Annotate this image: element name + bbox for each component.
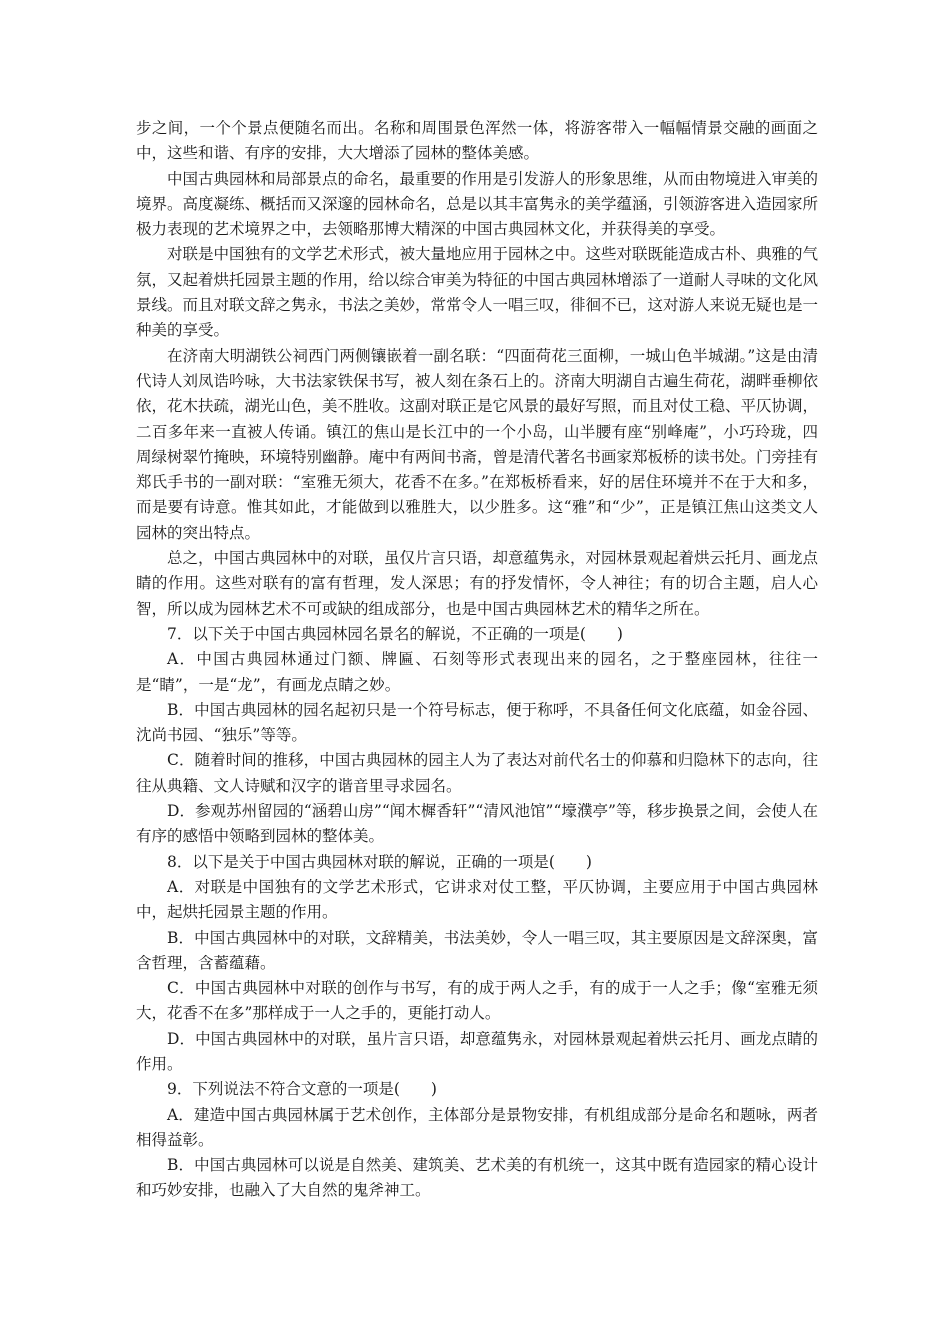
question-8-stem: 8．以下是关于中国古典园林对联的解说，正确的一项是( ) xyxy=(167,852,592,871)
question-7-option-c: C．随着时间的推移，中国古典园林的园主人为了表达对前代名士的仰慕和归隐林下的志向，往往从典籍、文人诗赋和汉字的谐音里寻求园名。 xyxy=(136,751,818,795)
question-8-option-d: D．中国古典园林中的对联，虽片言只语，却意蕴隽永，对园林景观起着烘云托月、画龙点睛的作用。 xyxy=(136,1029,818,1073)
question-7-option-b: B．中国古典园林的园名起初只是一个符号标志，便于称呼，不具备任何文化底蕴，如金谷园、沈尚书园、“独乐”等等。 xyxy=(136,700,818,745)
question-7-option-a: A．中国古典园林通过门额、牌匾、石刻等形式表现出来的园名，之于整座园林，往往一是“睛”，一是“龙”，有画龙点睛之妙。 xyxy=(136,650,818,694)
question-9-stem: 9．下列说法不符合文意的一项是( ) xyxy=(167,1080,437,1099)
question-9 xyxy=(136,1077,818,1203)
document-page xyxy=(136,116,818,1204)
passage-paragraph-1: 步之间，一个个景点便随名而出。名称和周围景色浑然一体，将游客带入一幅幅情景交融的画面之中，这些和谐、有序的安排，大大增添了园林的整体美感。 xyxy=(136,119,818,163)
passage-paragraph-4: 在济南大明湖铁公祠西门两侧镶嵌着一副名联：“四面荷花三面柳，一城山色半城湖。”这是由清代诗人刘凤诰吟咏，大书法家铁保书写，被人刻在条石上的。济南大明湖自古遍生荷花，湖畔垂柳依依，花木扶疏，湖光山色，美不胜收。这副对联正是它风景的最好写照，而且对仗工稳、平仄协调，二百多年来一直被人传诵。镇江的焦山是长江中的一个小岛，山半腰有座“别峰庵”，小巧玲珑，四周绿树翠竹掩映，环境特别幽静。庵中有两间书斋，曾是清代著名书画家郑板桥的读书处。门旁挂有郑氏手书的一副对联：“室雅无须大，花香不在多。”在郑板桥看来，好的居住环境并不在于大和多，而是要有诗意。惟其如此，才能做到以雅胜大，以少胜多。这“雅”和“少”，正是镇江焦山这类文人园林的突出特点。 xyxy=(136,346,819,542)
question-7 xyxy=(136,622,818,850)
question-9-option-b: B．中国古典园林可以说是自然美、建筑美、艺术美的有机统一，这其中既有造园家的精心设计和巧妙安排，也融入了大自然的鬼斧神工。 xyxy=(136,1156,818,1200)
question-7-stem: 7．以下关于中国古典园林园名景名的解说，不正确的一项是( ) xyxy=(167,624,623,643)
question-7-option-d: D．参观苏州留园的“涵碧山房”“闻木樨香轩”“清风池馆”“壕濮亭”等，移步换景之间，会使人在有序的感悟中领略到园林的整体美。 xyxy=(136,802,818,846)
passage-paragraph-3: 对联是中国独有的文学艺术形式，被大量地应用于园林之中。这些对联既能造成古朴、典雅的气氛，又起着烘托园景主题的作用，给以综合审美为特征的中国古典园林增添了一道耐人寻味的文化风景线。而且对联文辞之隽永，书法之美妙，常常令人一唱三叹，徘徊不已，这对游人来说无疑也是一种美的享受。 xyxy=(136,245,819,340)
reading-passage xyxy=(136,116,818,622)
passage-paragraph-5: 总之，中国古典园林中的对联，虽仅片言只语，却意蕴隽永，对园林景观起着烘云托月、画龙点睛的作用。这些对联有的富有哲理，发人深思；有的抒发情怀，令人神往；有的切合主题，启人心智，所以成为园林艺术不可或缺的组成部分，也是中国古典园林艺术的精华之所在。 xyxy=(136,549,819,618)
question-8-option-a: A．对联是中国独有的文学艺术形式，它讲求对仗工整，平仄协调，主要应用于中国古典园林中，起烘托园景主题的作用。 xyxy=(136,877,818,922)
passage-paragraph-2: 中国古典园林和局部景点的命名，最重要的作用是引发游人的形象思维，从而由物境进入审美的境界。高度凝练、概括而又深邃的园林命名，总是以其丰富隽永的美学蕴涵，引领游客进入造园家所极力表现的艺术境界之中，去领略那博大精深的中国古典园林文化，并获得美的享受。 xyxy=(136,169,819,239)
question-8-option-b: B．中国古典园林中的对联，文辞精美，书法美妙，令人一唱三叹，其主要原因是文辞深奥，富含哲理，含蓄蕴藉。 xyxy=(136,928,818,972)
question-8 xyxy=(136,850,818,1078)
question-8-option-c: C．中国古典园林中对联的创作与书写，有的成于两人之手，有的成于一人之手；像“室雅无须大，花香不在多”那样成于一人之手的，更能打动人。 xyxy=(136,979,818,1023)
question-9-option-a: A．建造中国古典园林属于艺术创作，主体部分是景物安排，有机组成部分是命名和题咏，两者相得益彰。 xyxy=(136,1105,818,1149)
